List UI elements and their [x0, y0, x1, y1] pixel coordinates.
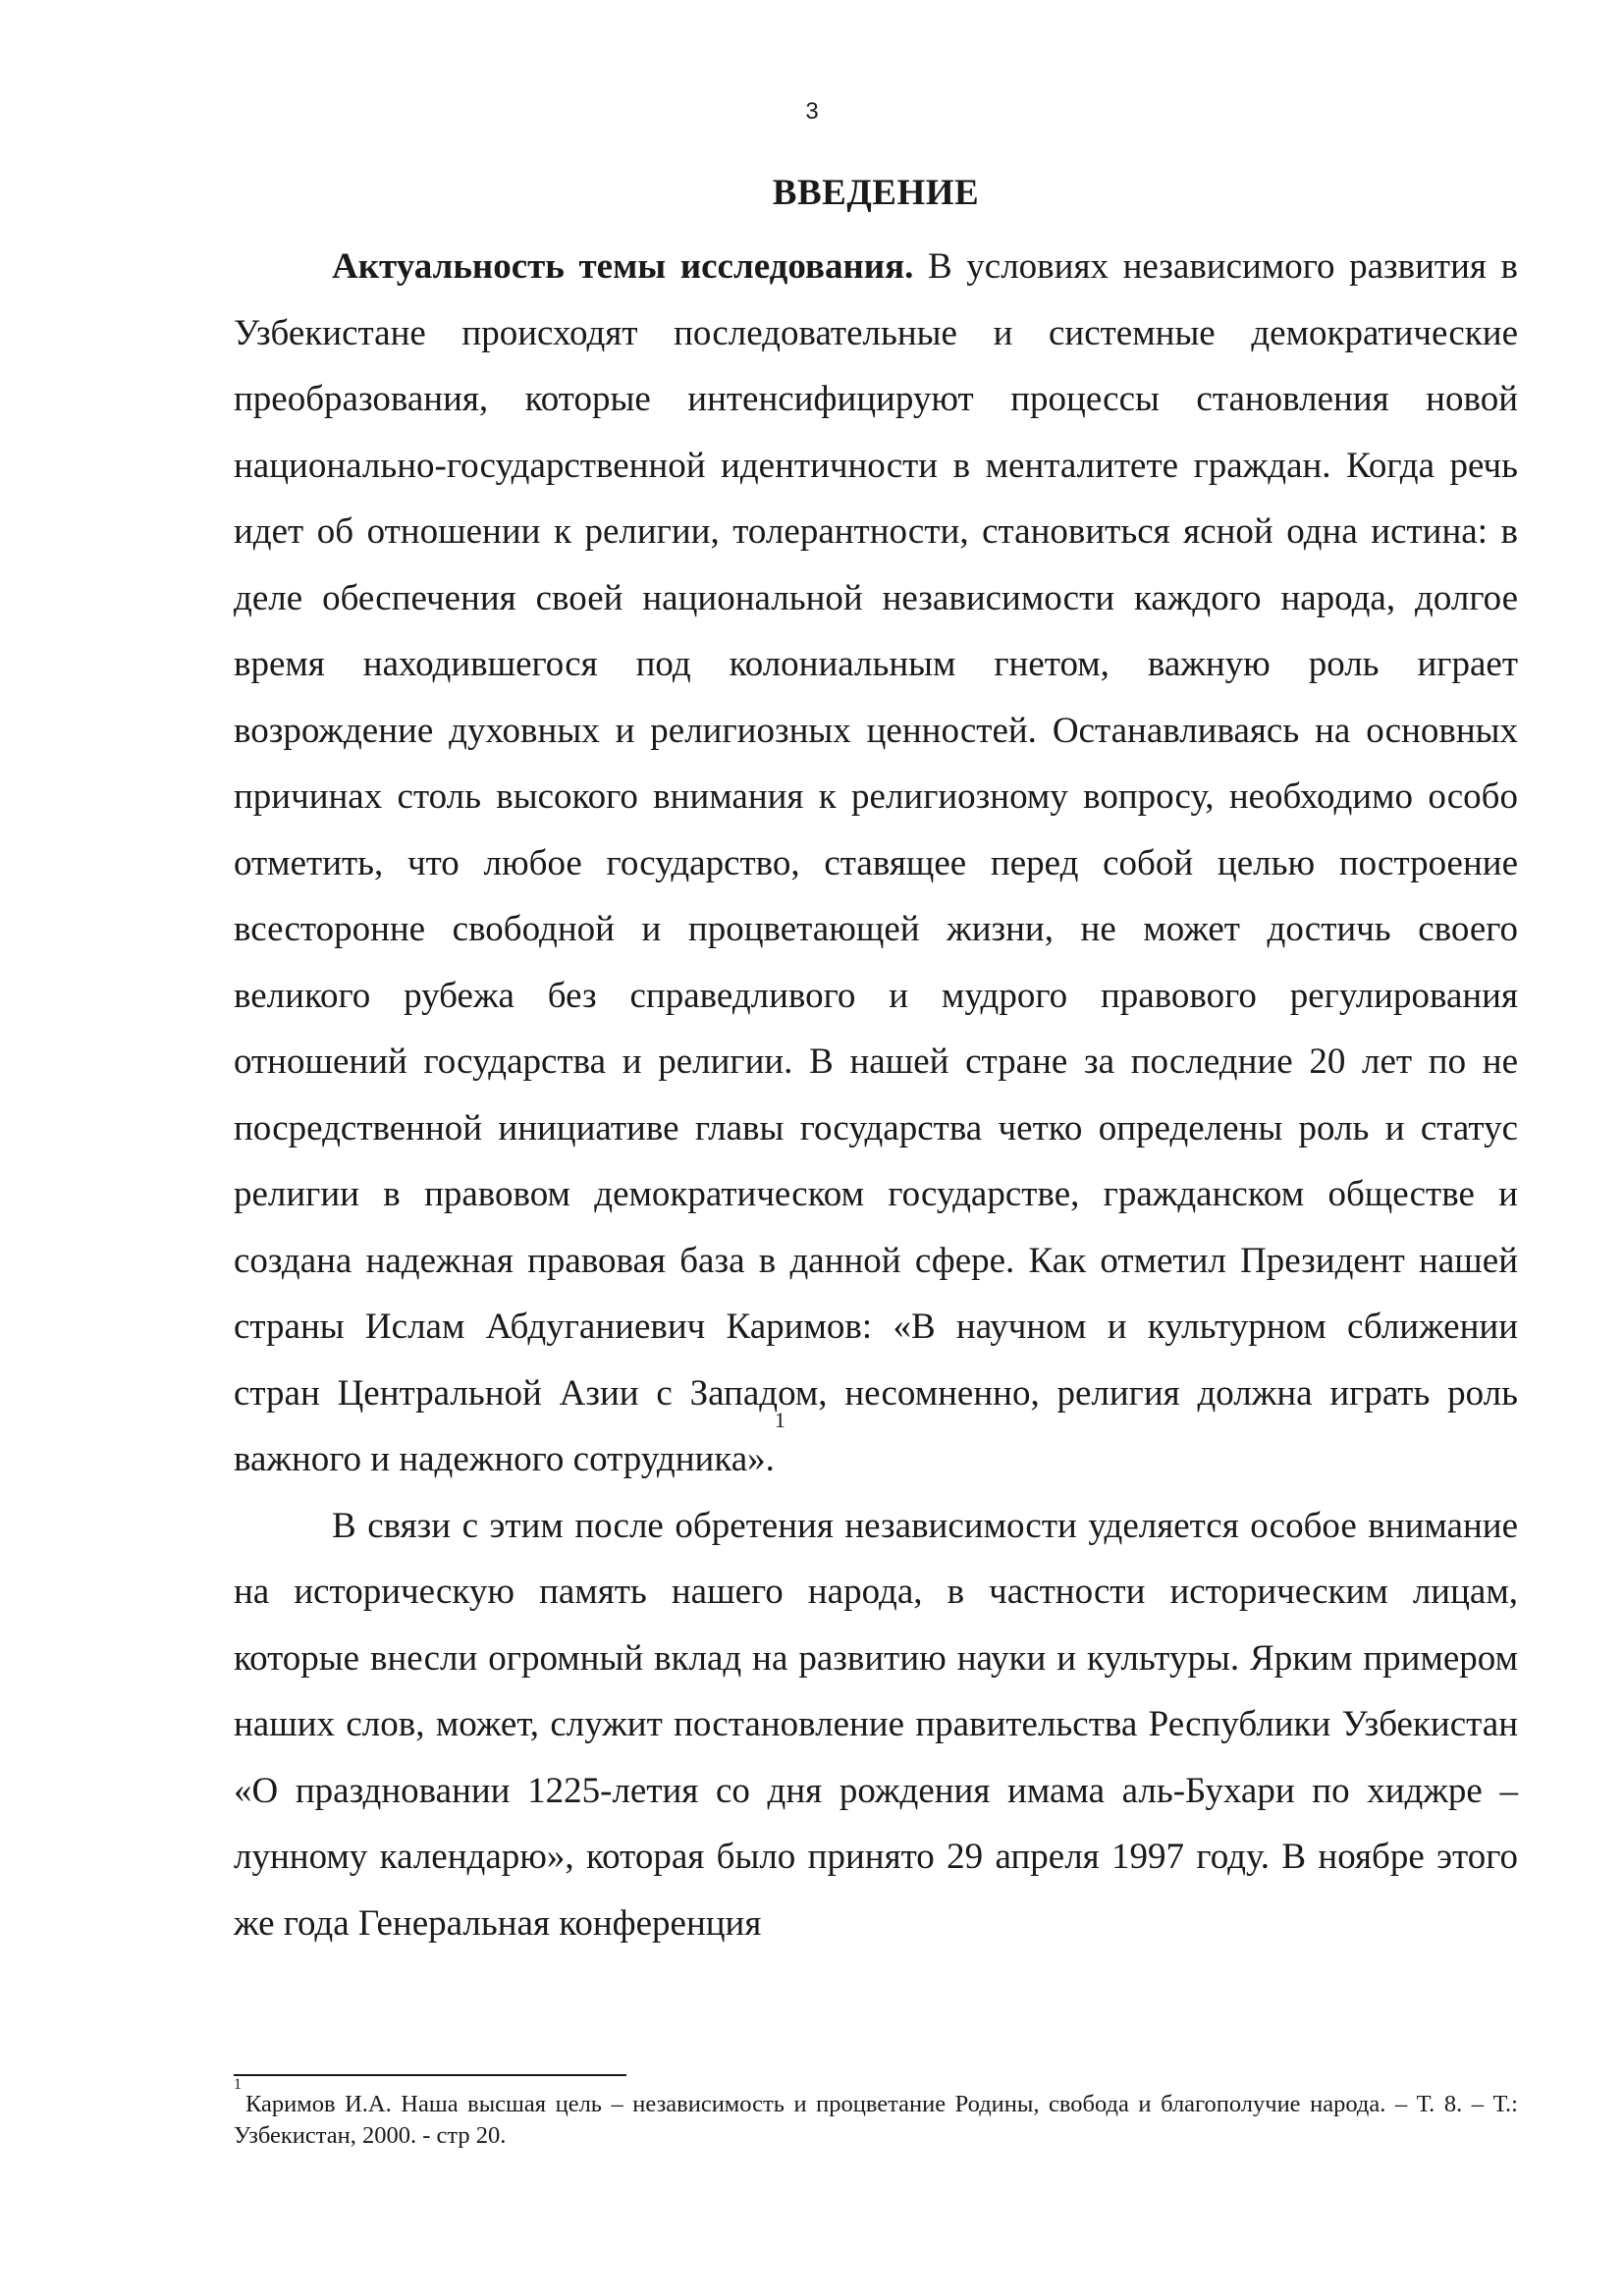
paragraph-1: [234, 234, 1518, 1493]
body-text: [234, 234, 1518, 1956]
footnote-separator: [234, 2074, 626, 2076]
paragraph-1-text: В условиях независимого развития в Узбекистане происходят последовательные и системные демократические преобразования, которые интенсифицируют процессы становления новой национально-государственной идентичности в менталитете граждан. Когда речь идет об отношении к религии, толерантности, становиться ясной одна истина: в деле обеспечения своей национальной независимости каждого народа, долгое время находившегося под колониальным гнетом, важную роль играет возрождение духовных и религиозных ценностей. Останавливаясь на основных причинах столь высокого внимания к религиозному вопросу, необходимо особо отметить, что любое государство, ставящее перед собой целью построение всесторонне свободной и процветающей жизни, не может достичь своего великого рубежа без справедливого и мудрого правового регулирования отношений государства и религии. В нашей стране за последние 20 лет по не посредственной инициативе главы государства четко определены роль и статус религии в правовом демократическом государстве, гражданском обществе и создана надежная правовая база в данной сфере. Как отметил Президент нашей страны Ислам Абдуганиевич Каримов: «В научном и культурном сближении стран Центральной Азии с Западом, несомненно, религия должна играть роль важного и надежного сотрудника».: [234, 246, 1519, 1479]
section-heading: ВВЕДЕНИЕ: [772, 173, 980, 213]
page-number: 3: [805, 98, 819, 125]
footnote-text: Каримов И.А. Наша высшая цель – независимость и процветание Родины, свобода и благополучие народа. – Т. 8. – Т.: Узбекистан, 2000. - стр 20.: [234, 2091, 1518, 2149]
footnote: [234, 2076, 1518, 2152]
footnote-marker: 1: [234, 2076, 242, 2093]
footnote-reference: 1: [774, 1408, 785, 1432]
paragraph-2: В связи с этим после обретения независимости уделяется особое внимание на историческую память нашего народа, в частности историческим лицам, которые внесли огромный вклад на развитию науки и культуры. Ярким примером наших слов, может, служит постановление правительства Республики Узбекистан «О праздновании 1225-летия со дня рождения имама аль-Бухари по хиджре – лунному календарю», которая было принято 29 апреля 1997 году. В ноябре этого же года Генеральная конференция: [234, 1505, 1518, 1944]
paragraph-lead: Актуальность темы исследования.: [332, 246, 914, 287]
